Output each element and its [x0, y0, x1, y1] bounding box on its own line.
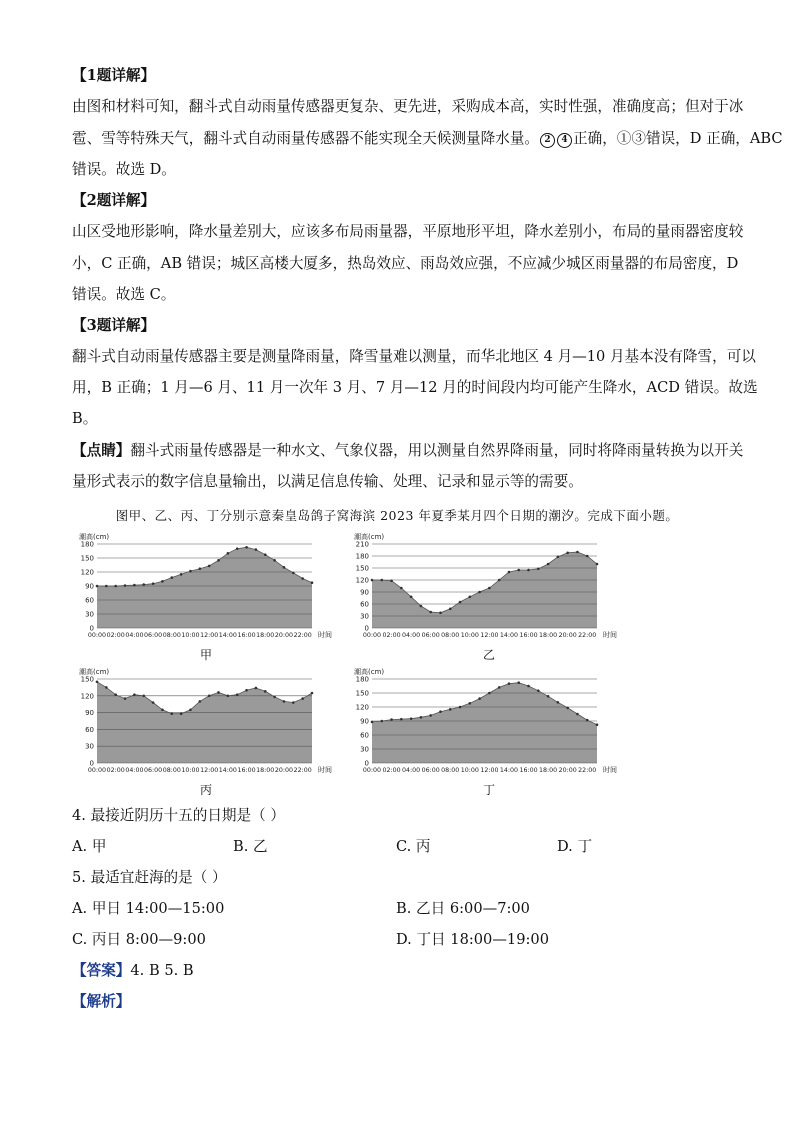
x-tick-label: 08:00: [162, 632, 181, 639]
data-point: [576, 713, 579, 716]
x-tick-label: 18:00: [539, 767, 558, 774]
x-tick-label: 18:00: [256, 632, 275, 639]
answer-tag: 【答案】: [72, 962, 131, 979]
data-point: [170, 576, 173, 579]
x-tick-label: 16:00: [237, 767, 256, 774]
data-point: [371, 579, 374, 582]
x-tick-label: 08:00: [441, 632, 460, 639]
x-tick-label: 04:00: [402, 767, 421, 774]
data-point: [236, 693, 239, 696]
data-point: [537, 568, 540, 571]
chart-jia-svg: [70, 530, 340, 642]
data-point: [133, 693, 136, 696]
data-point: [469, 702, 472, 705]
y-tick-label: 90: [85, 709, 94, 718]
q1-line-2a: 雹、雪等特殊天气，翻斗式自动雨量传感器不能实现全天候测量降水量。: [72, 130, 540, 147]
note-text-1: 翻斗式雨量传感器是一种水文、气象仪器，用以测量自然界降雨量，同时将降雨量转换为以开关: [130, 442, 744, 459]
data-point: [576, 551, 579, 554]
x-tick-label: 10:00: [460, 767, 479, 774]
data-point: [227, 695, 230, 698]
data-point: [429, 714, 432, 717]
y-axis-title: 潮高(cm): [354, 668, 385, 676]
y-tick-label: 60: [360, 731, 369, 740]
data-point: [236, 547, 239, 550]
y-tick-label: 150: [80, 675, 94, 684]
data-point: [390, 718, 393, 721]
q5-option-c: C. 丙日 8:00—9:00: [72, 931, 206, 948]
data-point: [152, 701, 155, 704]
y-tick-label: 0: [89, 759, 94, 768]
data-point: [508, 682, 511, 685]
data-point: [420, 716, 423, 719]
q4-option-b: B. 乙: [233, 838, 268, 855]
answer-text: 4. B 5. B: [130, 962, 194, 979]
data-point: [557, 556, 560, 559]
chart-bing-label: 丙: [200, 783, 213, 797]
y-tick-label: 30: [360, 745, 369, 754]
data-point: [189, 570, 192, 573]
x-tick-label: 16:00: [237, 632, 256, 639]
y-tick-label: 60: [85, 596, 94, 605]
data-point: [96, 681, 99, 684]
q5-option-b: B. 乙日 6:00—7:00: [396, 900, 530, 917]
q3-line-2: 用，B 正确；1 月—6 月、11 月一次年 3 月、7 月—12 月的时间段内均可能产生降水，ACD 错误。故选: [72, 379, 758, 396]
x-tick-label: 18:00: [539, 632, 558, 639]
y-axis-title: 潮高(cm): [354, 533, 385, 541]
data-point: [469, 596, 472, 599]
data-point: [96, 585, 99, 588]
y-tick-label: 120: [80, 568, 94, 577]
data-point: [311, 692, 314, 695]
data-point: [255, 548, 258, 551]
data-point: [161, 709, 164, 712]
y-tick-label: 30: [85, 610, 94, 619]
data-point: [114, 693, 117, 696]
data-point: [390, 580, 393, 583]
q3-heading: 【3题详解】: [72, 317, 156, 334]
data-point: [245, 689, 248, 692]
x-tick-label: 18:00: [256, 767, 275, 774]
analysis-line: [72, 992, 130, 1012]
x-tick-label: 16:00: [519, 632, 538, 639]
data-point: [292, 572, 295, 575]
circled-2: 2: [540, 133, 555, 148]
data-point: [586, 555, 589, 558]
x-axis-title: 时间: [603, 766, 617, 774]
data-point: [189, 709, 192, 712]
chart-jia: [70, 530, 340, 646]
x-tick-label: 20:00: [558, 632, 577, 639]
data-point: [547, 563, 550, 566]
data-point: [180, 573, 183, 576]
x-tick-label: 22:00: [293, 632, 312, 639]
tide-area: [372, 683, 597, 763]
data-point: [245, 546, 248, 549]
q1-line-2: [72, 129, 783, 149]
q4-stem: 4. 最接近阴历十五的日期是（ ）: [72, 807, 285, 824]
x-tick-label: 04:00: [125, 632, 144, 639]
analysis-tag: 【解析】: [72, 993, 131, 1010]
data-point: [478, 591, 481, 594]
data-point: [439, 710, 442, 713]
x-axis-title: 时间: [318, 766, 332, 774]
data-point: [410, 717, 413, 720]
y-tick-label: 150: [80, 554, 94, 563]
data-point: [420, 605, 423, 608]
data-point: [508, 571, 511, 574]
data-point: [566, 707, 569, 710]
y-tick-label: 30: [85, 742, 94, 751]
data-point: [449, 708, 452, 711]
x-tick-label: 14:00: [218, 767, 237, 774]
data-point: [142, 583, 145, 586]
x-tick-label: 02:00: [382, 632, 401, 639]
data-point: [557, 701, 560, 704]
tide-area: [97, 547, 312, 628]
answer-line: [72, 961, 194, 981]
q1-heading: 【1题详解】: [72, 67, 156, 84]
data-point: [124, 584, 127, 587]
x-tick-label: 14:00: [499, 632, 519, 639]
y-tick-label: 90: [360, 588, 369, 597]
x-tick-label: 16:00: [519, 767, 538, 774]
y-tick-label: 180: [80, 540, 94, 549]
data-point: [478, 697, 481, 700]
data-point: [596, 723, 599, 726]
tide-area: [97, 682, 312, 763]
data-point: [264, 690, 267, 693]
y-tick-label: 0: [364, 759, 369, 768]
x-tick-label: 12:00: [200, 767, 219, 774]
data-point: [170, 712, 173, 715]
chart-yi-svg: [345, 530, 625, 642]
circled-4: 4: [557, 133, 572, 148]
y-tick-label: 180: [355, 675, 369, 684]
data-point: [449, 608, 452, 611]
data-point: [527, 685, 530, 688]
data-point: [547, 695, 550, 698]
q4-option-a: A. 甲: [72, 838, 107, 855]
data-point: [114, 585, 117, 588]
q5-stem: 5. 最适宜赶海的是（ ）: [72, 869, 227, 886]
q4-option-c: C. 丙: [396, 838, 431, 855]
note-line-2: 量形式表示的数字信息量输出，以满足信息传输、处理、记录和显示等的需要。: [72, 473, 583, 490]
data-point: [227, 552, 230, 555]
data-point: [105, 686, 108, 689]
y-tick-label: 120: [80, 692, 94, 701]
y-axis-title: 潮高(cm): [79, 533, 110, 541]
chart-bing: [70, 665, 340, 781]
chart-bing-svg: [70, 665, 340, 777]
x-tick-label: 22:00: [578, 632, 597, 639]
data-point: [273, 696, 276, 699]
data-point: [124, 697, 127, 700]
data-point: [488, 692, 491, 695]
q2-line-1: 山区受地形影响，降水量差别大，应该多布局雨量器，平原地形平坦，降水差别小，布局的量雨器密度较: [72, 223, 744, 240]
y-tick-label: 120: [355, 703, 369, 712]
x-tick-label: 02:00: [106, 632, 125, 639]
data-point: [380, 720, 383, 723]
y-tick-label: 90: [360, 717, 369, 726]
y-tick-label: 90: [85, 582, 94, 591]
x-tick-label: 12:00: [480, 767, 499, 774]
q1-line-3: 错误。故选 D。: [72, 161, 176, 178]
y-tick-label: 150: [355, 564, 369, 573]
y-tick-label: 60: [85, 725, 94, 734]
y-axis-title: 潮高(cm): [79, 668, 110, 676]
data-point: [498, 579, 501, 582]
data-point: [273, 559, 276, 562]
x-tick-label: 12:00: [200, 632, 219, 639]
data-point: [283, 566, 286, 569]
x-tick-label: 22:00: [578, 767, 597, 774]
data-point: [459, 601, 462, 604]
x-tick-label: 08:00: [441, 767, 460, 774]
data-point: [596, 563, 599, 566]
data-point: [517, 681, 520, 684]
data-point: [488, 587, 491, 590]
data-point: [410, 596, 413, 599]
data-point: [255, 687, 258, 690]
chart-yi-label: 乙: [483, 648, 496, 662]
y-tick-label: 60: [360, 600, 369, 609]
x-tick-label: 22:00: [293, 767, 312, 774]
data-point: [292, 701, 295, 704]
x-tick-label: 00:00: [87, 767, 107, 774]
x-tick-label: 00:00: [362, 632, 382, 639]
data-point: [566, 552, 569, 555]
data-point: [517, 569, 520, 572]
x-axis-title: 时间: [603, 631, 617, 639]
q1-line-2b: 正确，①③错误，D 正确，ABC: [573, 130, 783, 147]
x-tick-label: 12:00: [480, 632, 499, 639]
data-point: [142, 695, 145, 698]
data-point: [264, 553, 267, 556]
x-tick-label: 10:00: [181, 767, 200, 774]
data-point: [180, 712, 183, 715]
note-line-1: [72, 441, 743, 461]
chart-ding: [345, 665, 625, 781]
chart-ding-label: 丁: [483, 783, 496, 797]
q5-option-a: A. 甲日 14:00—15:00: [72, 900, 225, 917]
note-tag: 【点睛】: [72, 442, 131, 459]
data-point: [283, 700, 286, 703]
x-tick-label: 02:00: [106, 767, 125, 774]
y-tick-label: 180: [355, 552, 369, 561]
data-point: [301, 577, 304, 580]
data-point: [152, 582, 155, 585]
chart-ding-svg: [345, 665, 625, 777]
q3-line-3: B。: [72, 410, 98, 427]
y-tick-label: 0: [89, 624, 94, 633]
x-tick-label: 00:00: [362, 767, 382, 774]
x-tick-label: 10:00: [460, 632, 479, 639]
data-point: [199, 700, 202, 703]
x-tick-label: 06:00: [421, 632, 440, 639]
x-tick-label: 04:00: [402, 632, 421, 639]
data-point: [371, 721, 374, 724]
data-point: [537, 689, 540, 692]
x-tick-label: 06:00: [144, 767, 163, 774]
data-point: [161, 580, 164, 583]
data-point: [527, 569, 530, 572]
data-point: [133, 584, 136, 587]
q2-line-3: 错误。故选 C。: [72, 286, 176, 303]
x-tick-label: 00:00: [87, 632, 107, 639]
chart-jia-label: 甲: [200, 648, 213, 662]
x-tick-label: 14:00: [499, 767, 519, 774]
data-point: [311, 581, 314, 584]
data-point: [217, 559, 220, 562]
data-point: [208, 695, 211, 698]
y-tick-label: 30: [360, 612, 369, 621]
data-point: [400, 587, 403, 590]
data-point: [301, 697, 304, 700]
data-point: [400, 718, 403, 721]
y-tick-label: 210: [355, 540, 369, 549]
x-axis-title: 时间: [318, 631, 332, 639]
q5-option-d: D. 丁日 18:00—19:00: [396, 931, 549, 948]
q2-heading: 【2题详解】: [72, 192, 156, 209]
x-tick-label: 04:00: [125, 767, 144, 774]
data-point: [380, 579, 383, 582]
x-tick-label: 20:00: [558, 767, 577, 774]
q3-line-1: 翻斗式自动雨量传感器主要是测量降雨量，降雪量难以测量，而华北地区 4 月—10 月基本没有降雪，可以: [72, 348, 756, 365]
x-tick-label: 14:00: [218, 632, 237, 639]
data-point: [429, 611, 432, 614]
y-tick-label: 120: [355, 576, 369, 585]
x-tick-label: 08:00: [162, 767, 181, 774]
y-tick-label: 150: [355, 689, 369, 698]
data-point: [459, 706, 462, 709]
data-point: [217, 691, 220, 694]
q2-line-2: 小，C 正确，AB 错误；城区高楼大厦多，热岛效应、雨岛效应强，不应减少城区雨量器的布局密度，D: [72, 255, 739, 272]
x-tick-label: 10:00: [181, 632, 200, 639]
x-tick-label: 06:00: [144, 632, 163, 639]
q4-option-d: D. 丁: [557, 838, 593, 855]
y-tick-label: 0: [364, 624, 369, 633]
data-point: [498, 686, 501, 689]
q1-line-1: 由图和材料可知，翻斗式自动雨量传感器更复杂、更先进，采购成本高，实时性强，准确度高；但对于冰: [72, 98, 744, 115]
chart-yi: [345, 530, 625, 646]
data-point: [105, 585, 108, 588]
x-tick-label: 20:00: [274, 767, 294, 774]
x-tick-label: 06:00: [421, 767, 440, 774]
data-point: [586, 719, 589, 722]
data-point: [208, 565, 211, 568]
data-point: [199, 567, 202, 570]
data-point: [439, 612, 442, 615]
figure-caption: 图甲、乙、丙、丁分别示意秦皇岛鸽子窝海滨 2023 年夏季某月四个日期的潮汐。完成下面小题。: [115, 508, 679, 523]
x-tick-label: 20:00: [274, 632, 294, 639]
x-tick-label: 02:00: [382, 767, 401, 774]
